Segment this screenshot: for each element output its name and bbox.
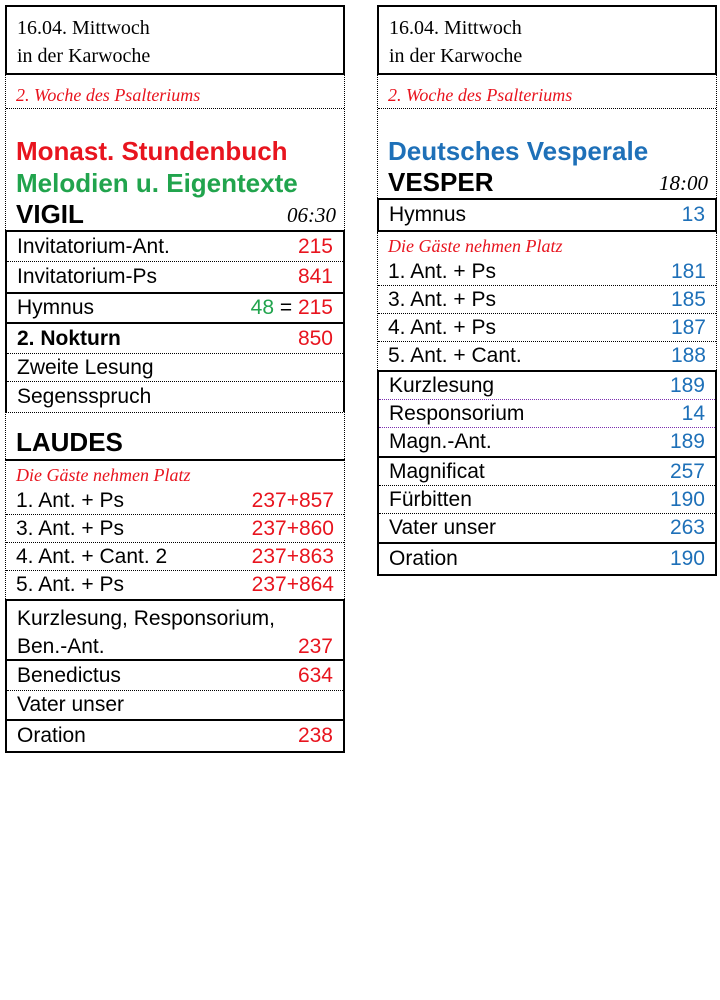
list-item xyxy=(378,258,716,286)
item-page: 190 xyxy=(669,547,705,570)
item-page: 190 xyxy=(669,487,705,511)
item-page: 841 xyxy=(297,265,333,288)
item-page-group xyxy=(252,573,334,597)
list-item xyxy=(6,487,344,515)
item-page: 14 xyxy=(681,401,705,425)
item-page: 185 xyxy=(670,287,706,311)
list-item xyxy=(7,262,343,292)
item-page-group xyxy=(252,489,334,513)
item-page: 237 xyxy=(251,573,287,596)
item-page: 215 xyxy=(297,234,333,258)
item-page-extra: +860 xyxy=(286,516,334,540)
item-label: 3. Ant. + Ps xyxy=(16,516,124,540)
item-page: 237 xyxy=(251,544,287,568)
laudes-heading: LAUDES xyxy=(16,427,123,457)
liturgical-day: in der Karwoche xyxy=(389,45,523,67)
item-label: Magn.-Ant. xyxy=(389,430,492,453)
list-item-multiline xyxy=(7,601,343,661)
item-page: 13 xyxy=(681,203,705,226)
laudes-end-box xyxy=(5,599,345,753)
item-page: 181 xyxy=(670,259,706,283)
item-label: Vater unser xyxy=(17,693,124,716)
vigil-box-1 xyxy=(5,230,345,294)
vigil-box-2 xyxy=(5,294,345,412)
item-page: 189 xyxy=(669,373,705,397)
laudes-psalms xyxy=(5,459,345,599)
reading-box xyxy=(377,370,717,458)
list-item xyxy=(7,691,343,721)
hour-time: 06:30 xyxy=(287,203,336,227)
list-item xyxy=(379,200,715,230)
item-label: Vater unser xyxy=(389,516,496,539)
item-page-extra: +864 xyxy=(286,573,334,596)
list-item xyxy=(379,514,715,542)
item-label: 4. Ant. + Ps xyxy=(388,315,496,339)
item-label: Responsorium xyxy=(389,401,525,425)
item-page: 238 xyxy=(297,724,333,747)
list-item xyxy=(7,354,343,382)
item-page: 257 xyxy=(669,459,705,483)
item-page: 237 xyxy=(297,635,333,658)
item-label: Benedictus xyxy=(17,663,121,687)
equals-sign: = xyxy=(274,296,298,319)
magnificat-box xyxy=(377,458,717,542)
list-item xyxy=(7,294,343,324)
item-label-2: Ben.-Ant. xyxy=(17,635,105,658)
list-item xyxy=(7,324,343,354)
book-title: Deutsches Vesperale xyxy=(388,136,649,166)
laudes-section xyxy=(5,412,345,459)
list-item xyxy=(7,382,343,412)
vesper-heading xyxy=(378,167,716,198)
vesper-column xyxy=(377,5,717,576)
item-page-extra: +857 xyxy=(286,488,334,512)
list-item xyxy=(379,372,715,400)
list-item xyxy=(7,232,343,262)
item-label: Hymnus xyxy=(389,203,467,226)
list-item xyxy=(7,721,343,751)
list-item xyxy=(378,286,716,314)
list-item xyxy=(6,515,344,543)
item-page: 634 xyxy=(297,663,333,687)
item-page: 189 xyxy=(669,430,705,453)
item-page: 188 xyxy=(670,344,706,367)
date-line: 16.04. Mittwoch xyxy=(17,17,150,39)
item-label: Oration xyxy=(389,547,458,570)
oration-box xyxy=(377,542,717,576)
item-label: 2. Nokturn xyxy=(17,326,121,350)
list-item xyxy=(7,661,343,691)
psalm-section xyxy=(377,232,717,370)
list-item xyxy=(378,342,716,370)
psalter-week: 2. Woche des Psalteriums xyxy=(378,75,716,109)
item-label: Segensspruch xyxy=(17,385,152,408)
book-title: Monast. Stundenbuch xyxy=(16,136,288,166)
item-page-group xyxy=(251,296,333,320)
guests-note: Die Gäste nehmen Platz xyxy=(388,236,563,256)
item-label: 1. Ant. + Ps xyxy=(388,259,496,283)
date-header xyxy=(377,5,717,75)
item-page-group xyxy=(252,545,334,569)
liturgical-day: in der Karwoche xyxy=(17,45,151,67)
list-item xyxy=(6,543,344,571)
list-item xyxy=(379,458,715,486)
item-page-extra: +863 xyxy=(286,544,334,568)
item-page: 850 xyxy=(297,326,333,350)
item-label: Hymnus xyxy=(17,296,95,319)
hour-name: VESPER xyxy=(388,167,494,197)
item-page-group xyxy=(252,517,334,541)
item-label: 5. Ant. + Ps xyxy=(16,573,124,596)
item-label: Kurzlesung xyxy=(389,373,495,397)
list-item xyxy=(379,428,715,456)
item-label: Kurzlesung, Responsorium, xyxy=(17,607,275,630)
date-header xyxy=(5,5,345,75)
item-line-2 xyxy=(17,633,333,661)
hour-time: 18:00 xyxy=(659,171,708,195)
hymnus-box xyxy=(377,198,717,232)
item-label: Invitatorium-Ps xyxy=(17,265,158,288)
item-page-alt: 48 xyxy=(250,296,275,319)
hour-name: VIGIL xyxy=(16,199,84,229)
list-item xyxy=(6,571,344,599)
guests-note: Die Gäste nehmen Platz xyxy=(16,465,191,485)
list-item xyxy=(379,544,715,574)
item-page: 187 xyxy=(670,315,706,339)
item-label: 4. Ant. + Cant. 2 xyxy=(16,544,168,568)
psalter-week: 2. Woche des Psalteriums xyxy=(6,75,344,109)
item-label: 5. Ant. + Cant. xyxy=(388,344,522,367)
list-item xyxy=(379,400,715,428)
book-section xyxy=(5,75,345,230)
vigil-laudes-column xyxy=(5,5,345,753)
book-subtitle: Melodien u. Eigentexte xyxy=(16,168,298,198)
book-section xyxy=(377,75,717,198)
item-label: Fürbitten xyxy=(389,487,472,511)
item-label: Oration xyxy=(17,724,86,747)
item-label: Zweite Lesung xyxy=(17,355,154,379)
item-page: 237 xyxy=(251,516,287,540)
date-line: 16.04. Mittwoch xyxy=(389,17,522,39)
item-page: 215 xyxy=(297,296,333,319)
item-label: Magnificat xyxy=(389,459,485,483)
list-item xyxy=(378,314,716,342)
item-label: 3. Ant. + Ps xyxy=(388,287,496,311)
item-label: 1. Ant. + Ps xyxy=(16,488,124,512)
item-page: 237 xyxy=(251,488,287,512)
item-label: Invitatorium-Ant. xyxy=(17,234,170,258)
item-page: 263 xyxy=(669,516,705,539)
list-item xyxy=(379,486,715,514)
vigil-heading xyxy=(6,199,344,230)
